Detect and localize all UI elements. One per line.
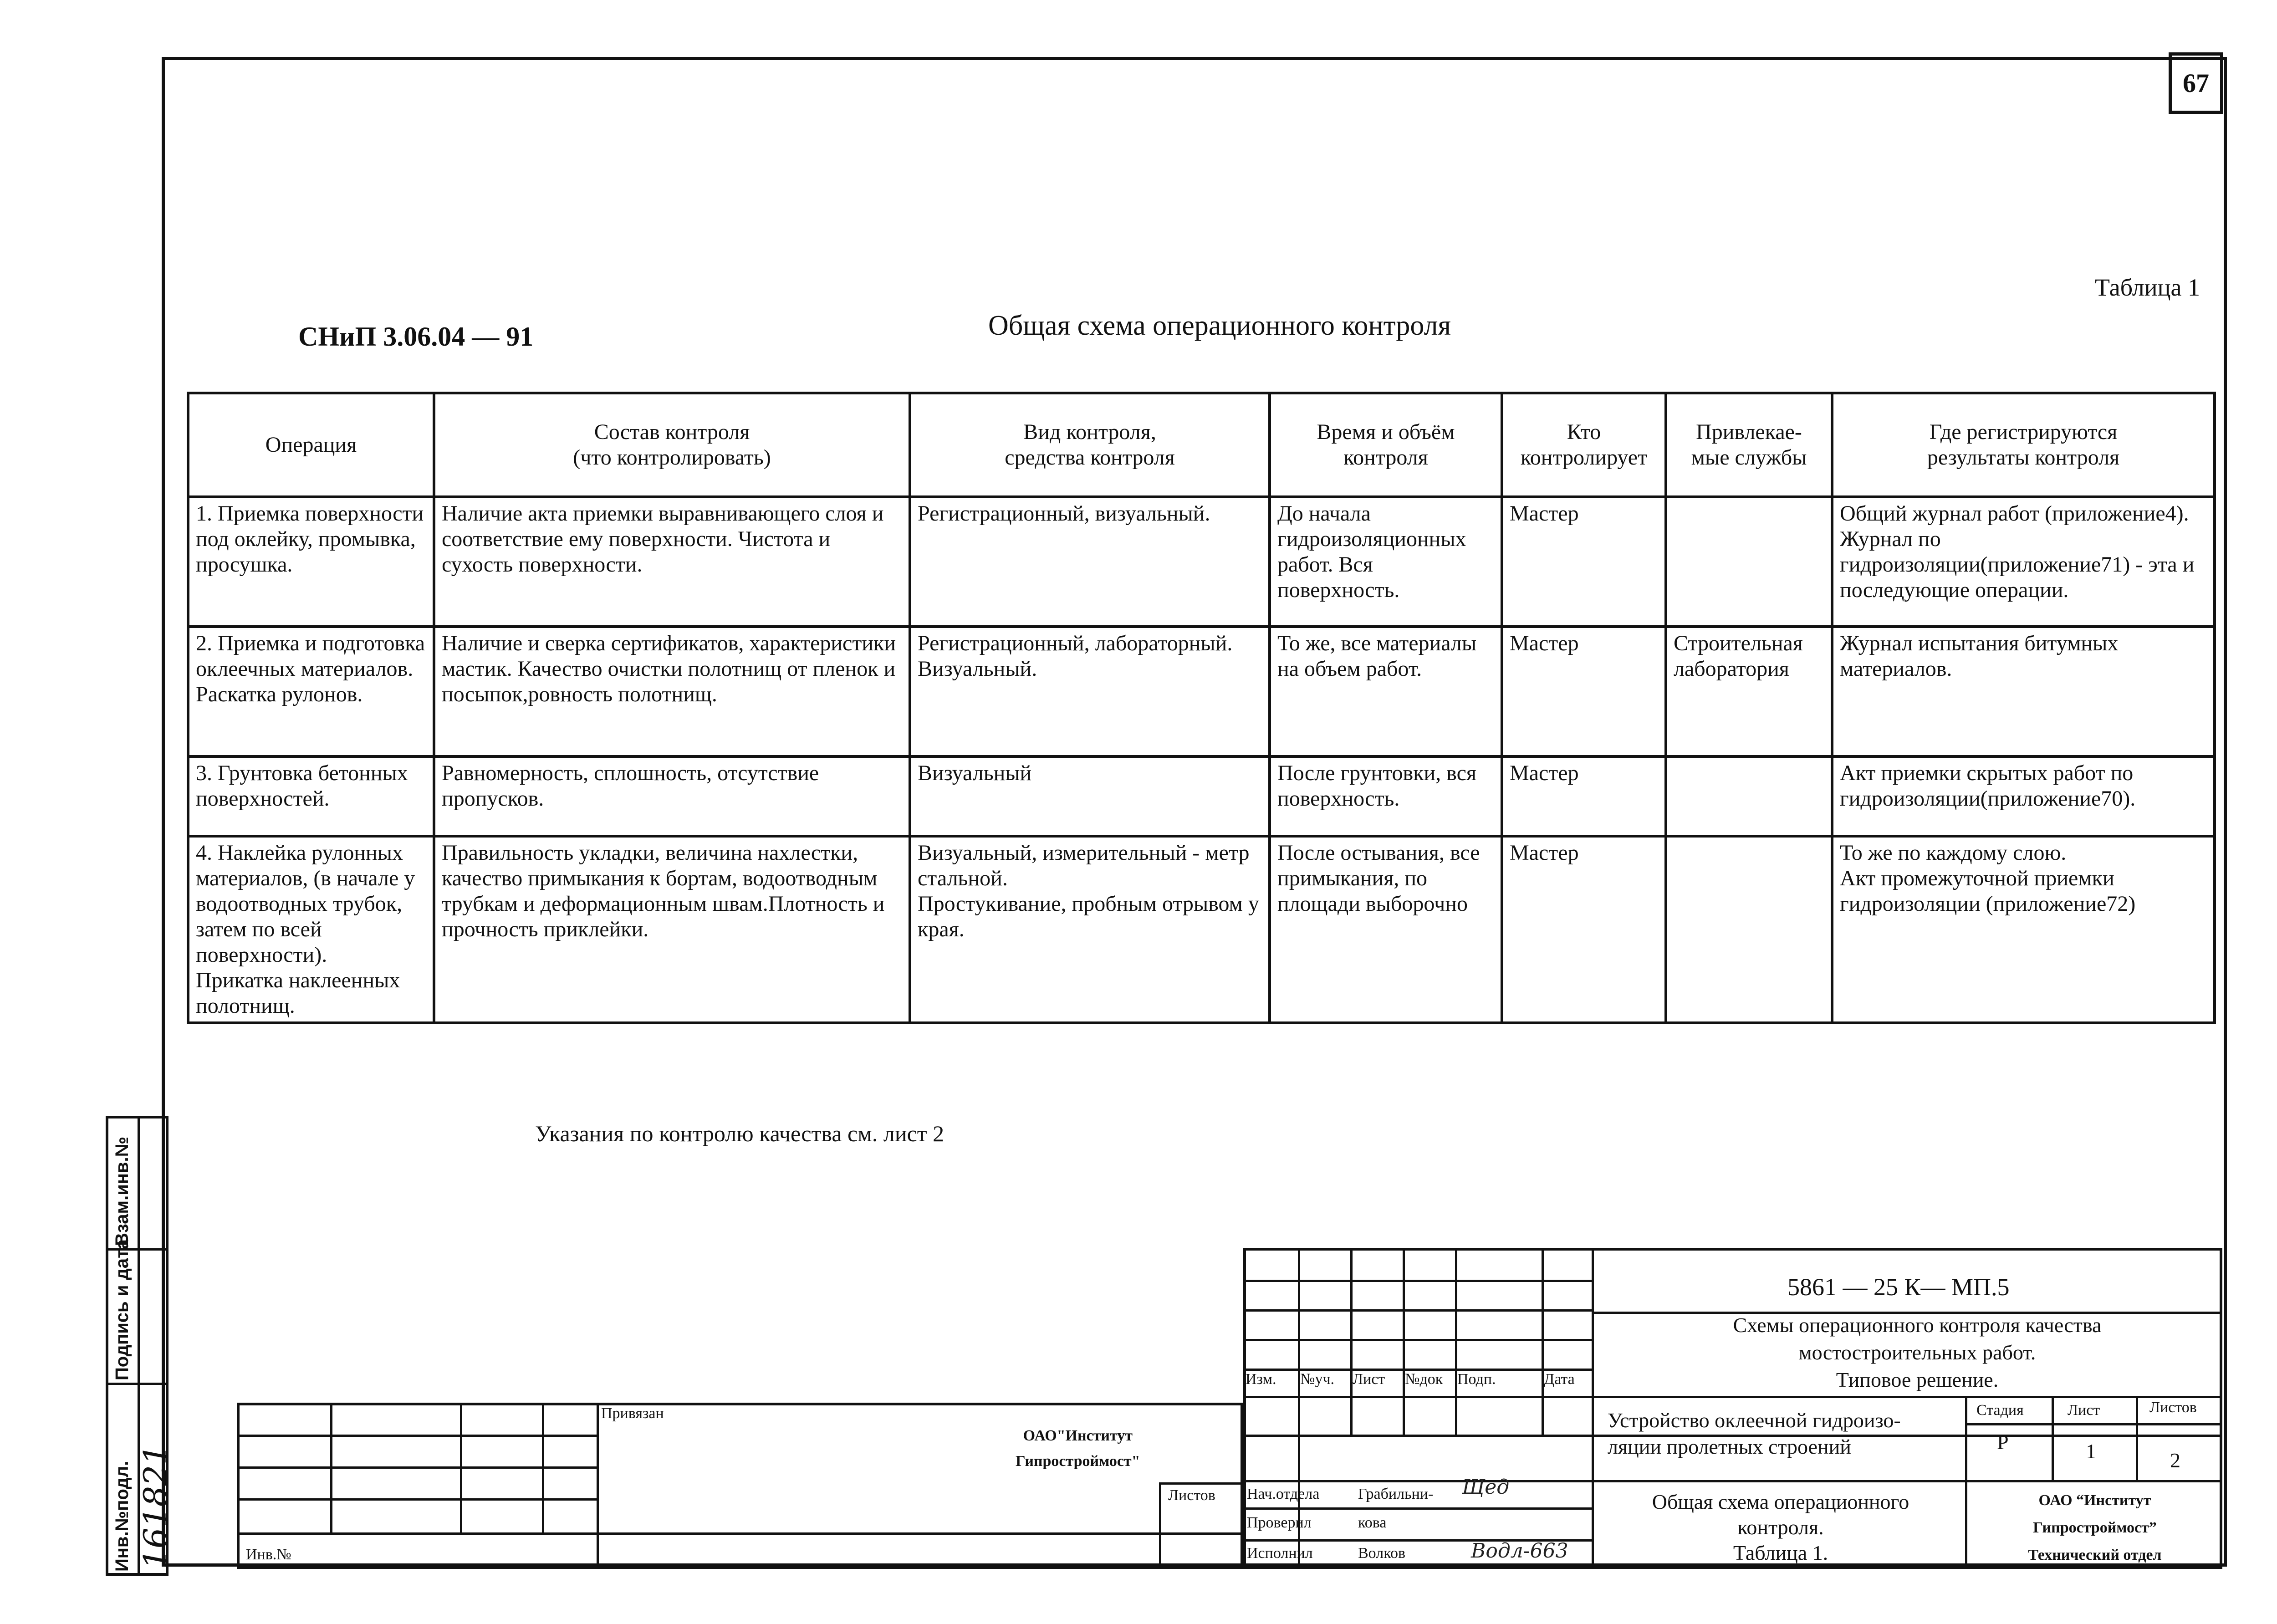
bound-sheets-label: Листов (1168, 1487, 1215, 1504)
column-header: Где регистрируются результаты контроля (1832, 393, 2215, 497)
stamp-sign-date-label: Подпись и дата (112, 1239, 132, 1380)
revision-header: Изм. (1246, 1371, 1276, 1388)
table-cell: Визуальный, измерительный - метр стальной. Простукивание, пробным отрывом у края. (910, 836, 1270, 1023)
column-header: Операция (188, 393, 434, 497)
stamp-inv-podl-label: Инв.№подл. (112, 1461, 132, 1572)
signature-2: Водл-663 (1471, 1539, 1568, 1563)
bound-label: Привязан (601, 1405, 664, 1422)
table-cell: Мастер (1502, 627, 1666, 756)
table-row (188, 836, 2215, 1023)
sheets-value: 2 (2170, 1449, 2180, 1472)
stamp-inv-number: 161821 (137, 1444, 175, 1569)
control-table (187, 392, 2216, 1024)
table-cell: Наличие и сверка сертификатов, характеристики мастик. Качество очистки полотнищ от пленок и посыпок,ровность полотнищ. (434, 627, 910, 756)
column-header: Состав контроля (что контролировать) (434, 393, 910, 497)
table-cell: Наличие акта приемки выравнивающего слоя и соответствие ему поверхности. Чистота и сухость поверхности. (434, 497, 910, 627)
stamp-vzam-label: Взам.инв.№ (112, 1136, 132, 1246)
table-cell: Журнал испытания битумных материалов. (1832, 627, 2215, 756)
table-cell: Равномерность, сплошность, отсутствие пропусков. (434, 756, 910, 836)
column-header: Время и объём контроля (1270, 393, 1502, 497)
table-cell: Мастер (1502, 756, 1666, 836)
table-row (188, 756, 2215, 836)
left-stamp (106, 1116, 175, 1576)
table-cell: Акт приемки скрытых работ по гидроизоляции(приложение70). (1832, 756, 2215, 836)
table-cell: 1. Приемка поверхности под оклейку, промывка, просушка. (188, 497, 434, 627)
column-header: Привлекае- мые службы (1666, 393, 1832, 497)
project-code: 5861 — 25 К— МП.5 (1787, 1273, 2010, 1301)
role-name: Грабильни- (1358, 1486, 1434, 1502)
table-cell (1666, 836, 1832, 1023)
revision-header: Дата (1544, 1371, 1575, 1388)
inv-label: Инв.№ (246, 1546, 291, 1563)
sheet-value: 1 (2086, 1440, 2096, 1463)
column-header: Кто контролирует (1502, 393, 1666, 497)
table-cell: После грунтовки, вся поверхность. (1270, 756, 1502, 836)
revision-header: №уч. (1300, 1371, 1335, 1388)
role-name: Волков (1358, 1545, 1406, 1562)
signature-1: Щед (1462, 1476, 1510, 1499)
table-cell (1666, 497, 1832, 627)
table-header-row (188, 393, 2215, 497)
role-label: Нач.отдела (1247, 1486, 1320, 1502)
revision-header: Подп. (1457, 1371, 1496, 1388)
table-cell: Мастер (1502, 836, 1666, 1023)
table-label: Таблица 1 (2095, 274, 2200, 301)
table-cell: После остывания, все примыкания, по площади выборочно (1270, 836, 1502, 1023)
table-row (188, 627, 2215, 756)
table-cell: То же по каждому слою. Акт промежуточной приемки гидроизоляции (приложение72) (1832, 836, 2215, 1023)
role-label: Исполнил (1247, 1545, 1313, 1562)
table-cell: 4. Наклейка рулонных материалов, (в начале у водоотводных трубок, затем по всей поверхности). Прикатка наклеенных полотнищ. (188, 836, 434, 1023)
org-name: ОАО “Институт Гипростроймост” Технический отдел (2028, 1492, 2162, 1563)
table-cell: 3. Грунтовка бетонных поверхностей. (188, 756, 434, 836)
table-cell: Мастер (1502, 497, 1666, 627)
page-number: 67 (2169, 52, 2223, 114)
table-cell: Общий журнал работ (приложение4). Журнал по гидроизоляции(приложение71) - эта и последующие операции. (1832, 497, 2215, 627)
sheet-title: Общая схема операционного контроля. Таблица 1. (1652, 1490, 1909, 1564)
role-name: кова (1358, 1514, 1387, 1531)
sheets-label: Листов (2149, 1399, 2197, 1416)
stage-label: Стадия (1976, 1402, 2024, 1419)
revision-header: №док (1405, 1371, 1443, 1388)
page-title: Общая схема операционного контроля (988, 310, 1451, 341)
table-cell: Регистрационный, лабораторный. Визуальный. (910, 627, 1270, 756)
revision-header: Лист (1353, 1371, 1385, 1388)
table-row (188, 497, 2215, 627)
series-title: Схемы операционного контроля качества мостостроительных работ. Типовое решение. (1733, 1313, 2102, 1391)
table-cell: Регистрационный, визуальный. (910, 497, 1270, 627)
table-cell: 2. Приемка и подготовка оклеечных материалов. Раскатка рулонов. (188, 627, 434, 756)
bound-org: ОАО"Институт Гипростроймост" (1016, 1427, 1140, 1470)
object-title: Устройство оклеечной гидроизо- ляции пролетных строений (1608, 1409, 1901, 1458)
role-label: Проверил (1247, 1514, 1312, 1531)
column-header: Вид контроля, средства контроля (910, 393, 1270, 497)
table-cell: То же, все материалы на объем работ. (1270, 627, 1502, 756)
quality-note: Указания по контролю качества см. лист 2 (535, 1121, 944, 1146)
table-cell: Правильность укладки, величина нахлестки, качество примыкания к бортам, водоотводным трубкам и деформационным швам.Плотность и прочность приклейки. (434, 836, 910, 1023)
doc-code: СНиП 3.06.04 — 91 (298, 322, 534, 352)
table-cell (1666, 756, 1832, 836)
stage-value: Р (1997, 1430, 2009, 1454)
table-cell: До начала гидроизоляционных работ. Вся поверхность. (1270, 497, 1502, 627)
sheet-label: Лист (2068, 1402, 2100, 1419)
table-cell: Строительная лаборатория (1666, 627, 1832, 756)
table-cell: Визуальный (910, 756, 1270, 836)
